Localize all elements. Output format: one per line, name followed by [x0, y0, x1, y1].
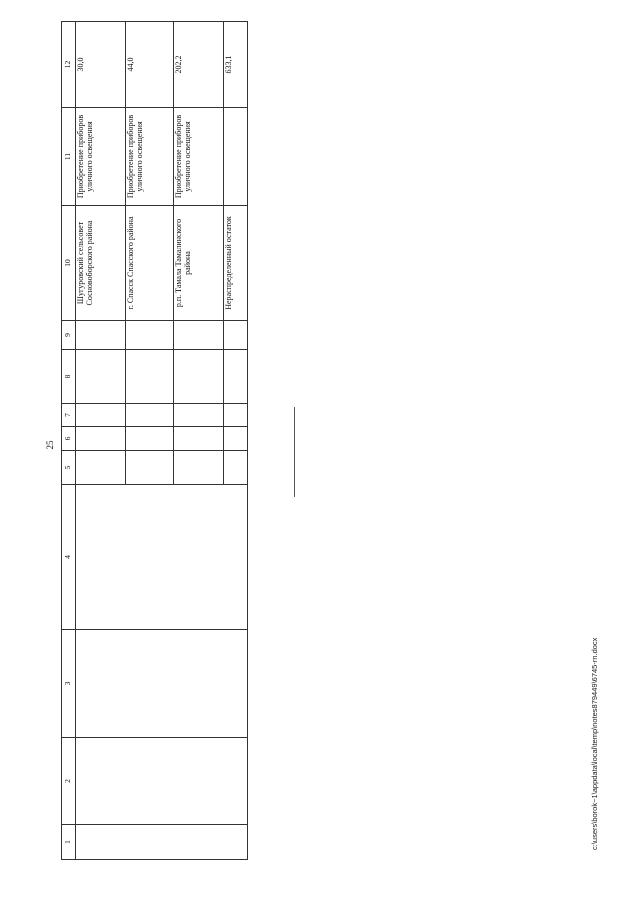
- col-header: 8: [62, 350, 76, 404]
- table-cell: [174, 350, 224, 404]
- table-cell: [126, 404, 174, 427]
- document-table: [61, 21, 248, 860]
- col-header: 3: [62, 630, 76, 738]
- horizontal-rule: [294, 407, 295, 497]
- col-header: 12: [62, 22, 76, 108]
- footer-path-container: [590, 620, 600, 850]
- table-cell: [224, 321, 248, 350]
- amount-cell: 30,0: [76, 22, 126, 108]
- amount-cell: 44,0: [126, 22, 174, 108]
- purpose-cell: Приобретение приборов уличного освещения: [76, 108, 126, 206]
- table-cell: [224, 451, 248, 485]
- table-cell: [76, 321, 126, 350]
- col-header: 4: [62, 485, 76, 630]
- purpose-cell: Приобретение приборов уличного освещения: [126, 108, 174, 206]
- col-header: 10: [62, 206, 76, 321]
- table-cell: [76, 630, 248, 738]
- amount-cell: 633,1: [224, 22, 248, 108]
- municipality-cell: Шугуровский сельсовет Сосновоборского района: [76, 206, 126, 321]
- col-header: 7: [62, 404, 76, 427]
- col-header: 11: [62, 108, 76, 206]
- table-cell: [76, 427, 126, 451]
- table-cell: [174, 427, 224, 451]
- table-cell: [76, 451, 126, 485]
- col-header: 5: [62, 451, 76, 485]
- table-header-row: [62, 22, 76, 860]
- page-number: 25: [45, 440, 55, 450]
- col-header: 2: [62, 738, 76, 825]
- col-header: 1: [62, 825, 76, 860]
- table-cell: [224, 404, 248, 427]
- table-cell: [174, 404, 224, 427]
- table-cell: [76, 825, 248, 860]
- table-row: [76, 22, 126, 860]
- purpose-cell: Приобретение приборов уличного освещения: [174, 108, 224, 206]
- table-cell: [76, 404, 126, 427]
- table-cell: [76, 350, 126, 404]
- municipality-cell: г. Спасск Спасского района: [126, 206, 174, 321]
- table-cell: [126, 321, 174, 350]
- table-cell: [126, 350, 174, 404]
- table-cell: [224, 350, 248, 404]
- table-cell: [126, 451, 174, 485]
- table-cell: [224, 427, 248, 451]
- purpose-cell: [224, 108, 248, 206]
- municipality-cell: р.п. Тамала Тамалинского района: [174, 206, 224, 321]
- table-cell: [174, 321, 224, 350]
- table-cell: [174, 451, 224, 485]
- document-table-container: [61, 22, 245, 860]
- table-cell: [76, 485, 248, 630]
- table-cell: [76, 738, 248, 825]
- col-header: 9: [62, 321, 76, 350]
- footer-file-path: c:\users\borok~1\appdata\local\temp\notes879449\6745-rn.docx: [590, 637, 599, 850]
- col-header: 6: [62, 427, 76, 451]
- table-cell: [126, 427, 174, 451]
- amount-cell: 202,2: [174, 22, 224, 108]
- municipality-cell: Нераспределенный остаток: [224, 206, 248, 321]
